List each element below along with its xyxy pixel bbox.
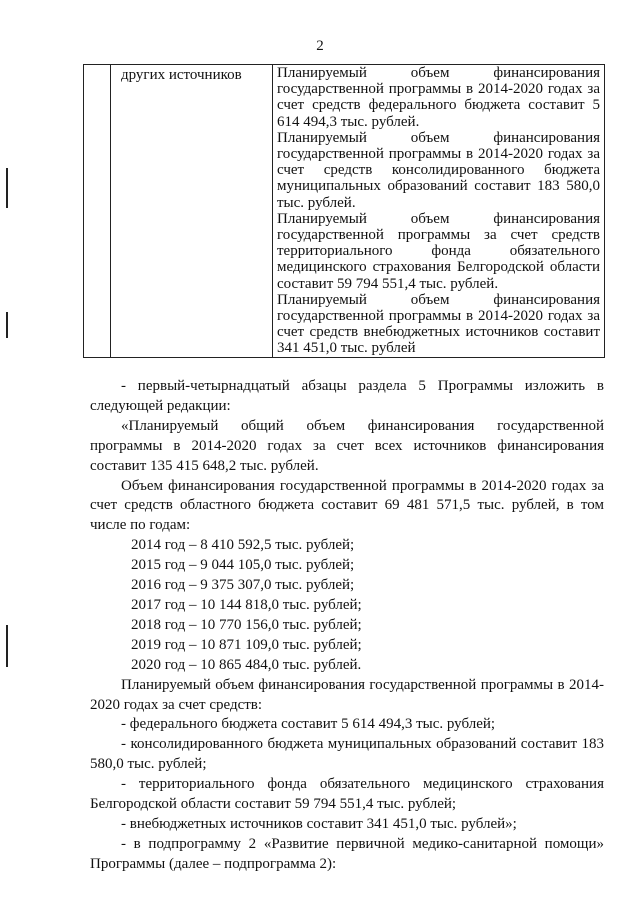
body-paragraph: Объем финансирования государственной программы в 2014-2020 годах за счет средств областного бюджета составит 69 481 571,5 тыс. рублей, в том числе по годам: <box>90 477 604 534</box>
year-line: 2017 год – 10 144 818,0 тыс. рублей; <box>131 596 362 613</box>
page-number: 2 <box>316 38 324 54</box>
table-cell-content <box>273 65 605 358</box>
year-line: 2016 год – 9 375 307,0 тыс. рублей; <box>131 577 355 594</box>
body-paragraph: - внебюджетных источников составит 341 451,0 тыс. рублей»; <box>121 815 517 832</box>
table-paragraph: Планируемый объем финансирования государственной программы в 2014-2020 годах за счет средств федерального бюджета составит 5 614 494,3 тыс. рублей. <box>277 65 600 130</box>
body-paragraph: «Планируемый общий объем финансирования государственной программы в 2014-2020 годах за счет всех источников финансирования составит 135 415 648,2 тыс. рублей. <box>90 417 604 474</box>
table-paragraph: Планируемый объем финансирования государственной программы за счет средств территориального фонда обязательного медицинского страхования Белгородской области составит 59 794 551,4 тыс. рублей. <box>277 210 600 292</box>
year-line: 2014 год – 8 410 592,5 тыс. рублей; <box>131 537 355 554</box>
margin-mark <box>6 312 8 338</box>
year-line: 2015 год – 9 044 105,0 тыс. рублей; <box>131 557 355 574</box>
body-paragraph: - в подпрограмму 2 «Развитие первичной медико-санитарной помощи» Программы (далее – подпрограмма 2): <box>90 835 604 872</box>
financing-table <box>83 64 605 358</box>
document-body <box>90 377 604 875</box>
year-line: 2018 год – 10 770 156,0 тыс. рублей; <box>131 616 362 633</box>
body-paragraph: - территориального фонда обязательного медицинского страхования Белгородской области составит 59 794 551,4 тыс. рублей; <box>90 776 604 813</box>
table-paragraph: Планируемый объем финансирования государственной программы в 2014-2020 годах за счет средств консолидированного бюджета муниципальных образований составит 183 580,0 тыс. рублей. <box>277 129 600 211</box>
table-row <box>84 65 605 358</box>
body-paragraph: - консолидированного бюджета муниципальных образований составит 183 580,0 тыс. рублей; <box>90 736 604 773</box>
margin-mark <box>6 625 8 667</box>
body-paragraph: - федерального бюджета составит 5 614 494,3 тыс. рублей; <box>121 716 496 733</box>
year-line: 2019 год – 10 871 109,0 тыс. рублей; <box>131 636 362 653</box>
body-paragraph: Планируемый объем финансирования государственной программы в 2014-2020 годах за счет средств: <box>90 676 604 713</box>
margin-mark <box>6 168 8 208</box>
table-paragraph: Планируемый объем финансирования государственной программы в 2014-2020 годах за счет средств внебюджетных источников составит 341 451,0 тыс. рублей <box>277 291 600 357</box>
year-line: 2020 год – 10 865 484,0 тыс. рублей. <box>131 656 362 673</box>
body-paragraph: - первый-четырнадцатый абзацы раздела 5 Программы изложить в следующей редакции: <box>90 378 604 414</box>
table-cell-label: других источников <box>111 65 273 358</box>
table-cell-empty <box>84 65 111 358</box>
